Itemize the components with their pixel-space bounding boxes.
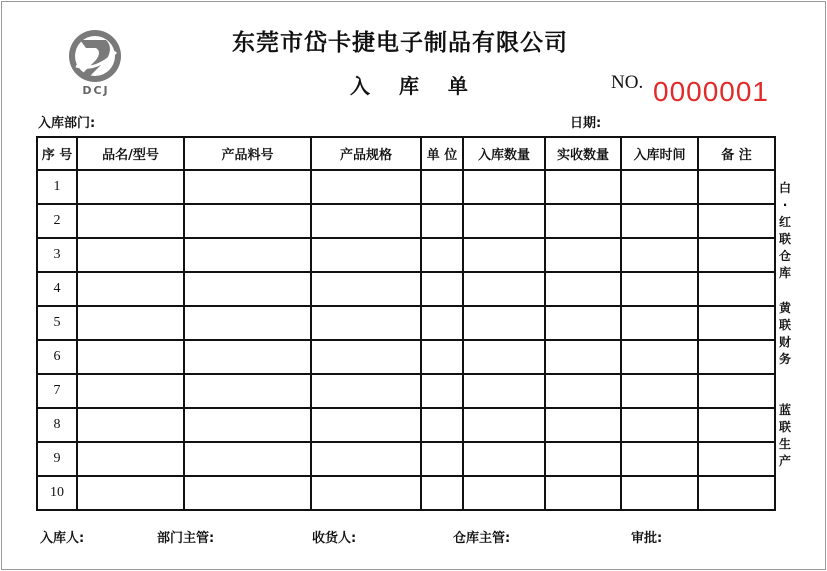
- col-header-spec: 产品规格: [311, 137, 421, 170]
- footer-receiver-in: 入库人:: [40, 531, 85, 546]
- table-cell[interactable]: [545, 442, 621, 476]
- table-cell[interactable]: [184, 442, 311, 476]
- date-label: 日期:: [570, 116, 602, 131]
- table-cell[interactable]: [698, 408, 775, 442]
- table-cell[interactable]: [77, 374, 184, 408]
- table-cell[interactable]: [311, 238, 421, 272]
- table-cell[interactable]: [184, 306, 311, 340]
- side-note-production: 蓝 联 生 产: [778, 403, 791, 468]
- table-cell[interactable]: [184, 272, 311, 306]
- table-row: [37, 476, 775, 510]
- table-cell[interactable]: [698, 238, 775, 272]
- side-note-finance: 黄 联 财 务: [778, 301, 791, 366]
- col-header-index: 序 号: [37, 137, 77, 170]
- side-note-warehouse: 白 · 红 联 仓 库: [778, 181, 791, 280]
- table-row: [37, 408, 775, 442]
- table-cell[interactable]: [311, 306, 421, 340]
- table-cell[interactable]: [184, 204, 311, 238]
- table-cell[interactable]: [545, 170, 621, 204]
- footer-approval: 审批:: [631, 531, 663, 546]
- table-cell[interactable]: [698, 476, 775, 510]
- table-cell[interactable]: [698, 442, 775, 476]
- col-header-remarks: 备 注: [698, 137, 775, 170]
- table-cell[interactable]: [184, 238, 311, 272]
- table-header-row: [37, 137, 775, 170]
- table-cell[interactable]: [463, 170, 545, 204]
- col-header-unit: 单 位: [421, 137, 463, 170]
- table-row: [37, 204, 775, 238]
- number-label: NO.: [611, 72, 644, 93]
- row-number: 10: [37, 476, 77, 510]
- table-cell[interactable]: [184, 476, 311, 510]
- table-cell[interactable]: [621, 408, 698, 442]
- table-cell[interactable]: [463, 272, 545, 306]
- table-row: [37, 442, 775, 476]
- table-cell[interactable]: [311, 442, 421, 476]
- table-cell[interactable]: [311, 408, 421, 442]
- footer-receiver: 收货人:: [312, 531, 357, 546]
- row-number: 4: [37, 272, 77, 306]
- table-cell[interactable]: [545, 340, 621, 374]
- table-cell[interactable]: [421, 476, 463, 510]
- table-cell[interactable]: [77, 170, 184, 204]
- table-cell[interactable]: [545, 306, 621, 340]
- table-cell[interactable]: [463, 306, 545, 340]
- table-cell[interactable]: [621, 238, 698, 272]
- table-cell[interactable]: [421, 272, 463, 306]
- table-row: [37, 238, 775, 272]
- table-cell[interactable]: [545, 238, 621, 272]
- table-cell[interactable]: [184, 170, 311, 204]
- table-cell[interactable]: [184, 408, 311, 442]
- serial-number: 0000001: [653, 76, 770, 107]
- table-cell[interactable]: [421, 442, 463, 476]
- table-cell[interactable]: [463, 204, 545, 238]
- table-cell[interactable]: [698, 306, 775, 340]
- table-cell[interactable]: [421, 204, 463, 238]
- table-cell[interactable]: [463, 408, 545, 442]
- table-row: [37, 170, 775, 204]
- row-number: 9: [37, 442, 77, 476]
- col-header-in-time: 入库时间: [621, 137, 698, 170]
- table-cell[interactable]: [545, 476, 621, 510]
- table-cell[interactable]: [621, 476, 698, 510]
- table-cell[interactable]: [77, 340, 184, 374]
- table-cell[interactable]: [77, 476, 184, 510]
- table-cell[interactable]: [311, 374, 421, 408]
- table-cell[interactable]: [698, 272, 775, 306]
- table-cell[interactable]: [698, 204, 775, 238]
- table-cell[interactable]: [545, 272, 621, 306]
- form-title: 入 库 单: [350, 74, 468, 98]
- table-cell[interactable]: [421, 306, 463, 340]
- col-header-name-model: 品名/型号: [77, 137, 184, 170]
- col-header-part-number: 产品料号: [184, 137, 311, 170]
- table-cell[interactable]: [698, 374, 775, 408]
- table-cell[interactable]: [77, 204, 184, 238]
- table-cell[interactable]: [77, 442, 184, 476]
- table-cell[interactable]: [621, 306, 698, 340]
- table-cell[interactable]: [311, 272, 421, 306]
- table-cell[interactable]: [421, 170, 463, 204]
- table-cell[interactable]: [621, 374, 698, 408]
- row-number: 1: [37, 170, 77, 204]
- table-cell[interactable]: [698, 170, 775, 204]
- table-cell[interactable]: [463, 442, 545, 476]
- table-cell[interactable]: [421, 238, 463, 272]
- table-cell[interactable]: [463, 476, 545, 510]
- table-cell[interactable]: [77, 306, 184, 340]
- row-number: 2: [37, 204, 77, 238]
- department-label: 入库部门:: [38, 116, 96, 131]
- row-number: 8: [37, 408, 77, 442]
- table-cell[interactable]: [698, 340, 775, 374]
- footer-dept-manager: 部门主管:: [157, 531, 215, 546]
- table-cell[interactable]: [621, 204, 698, 238]
- table-cell[interactable]: [463, 340, 545, 374]
- table-cell[interactable]: [77, 238, 184, 272]
- table-cell[interactable]: [545, 204, 621, 238]
- table-cell[interactable]: [311, 204, 421, 238]
- footer-warehouse-manager: 仓库主管:: [453, 531, 511, 546]
- table-cell[interactable]: [545, 408, 621, 442]
- table-cell[interactable]: [621, 170, 698, 204]
- table-cell[interactable]: [463, 374, 545, 408]
- table-cell[interactable]: [621, 442, 698, 476]
- table-row: [37, 272, 775, 306]
- table-cell[interactable]: [77, 408, 184, 442]
- table-cell[interactable]: [311, 340, 421, 374]
- table-cell[interactable]: [311, 476, 421, 510]
- table-cell[interactable]: [421, 408, 463, 442]
- table-cell[interactable]: [621, 340, 698, 374]
- col-header-received-qty: 实收数量: [545, 137, 621, 170]
- table-row: [37, 374, 775, 408]
- stock-in-table: [36, 136, 776, 511]
- logo-text: DCJ: [82, 84, 110, 97]
- table-cell[interactable]: [311, 170, 421, 204]
- table-cell[interactable]: [463, 238, 545, 272]
- row-number: 6: [37, 340, 77, 374]
- table-cell[interactable]: [421, 374, 463, 408]
- table-row: [37, 306, 775, 340]
- company-name: 东莞市岱卡捷电子制品有限公司: [232, 30, 568, 56]
- table-row: [37, 340, 775, 374]
- row-number: 3: [37, 238, 77, 272]
- table-cell[interactable]: [421, 340, 463, 374]
- table-cell[interactable]: [184, 374, 311, 408]
- table-cell[interactable]: [545, 374, 621, 408]
- row-number: 7: [37, 374, 77, 408]
- table-cell[interactable]: [621, 272, 698, 306]
- col-header-in-qty: 入库数量: [463, 137, 545, 170]
- table-cell[interactable]: [184, 340, 311, 374]
- row-number: 5: [37, 306, 77, 340]
- table-cell[interactable]: [77, 272, 184, 306]
